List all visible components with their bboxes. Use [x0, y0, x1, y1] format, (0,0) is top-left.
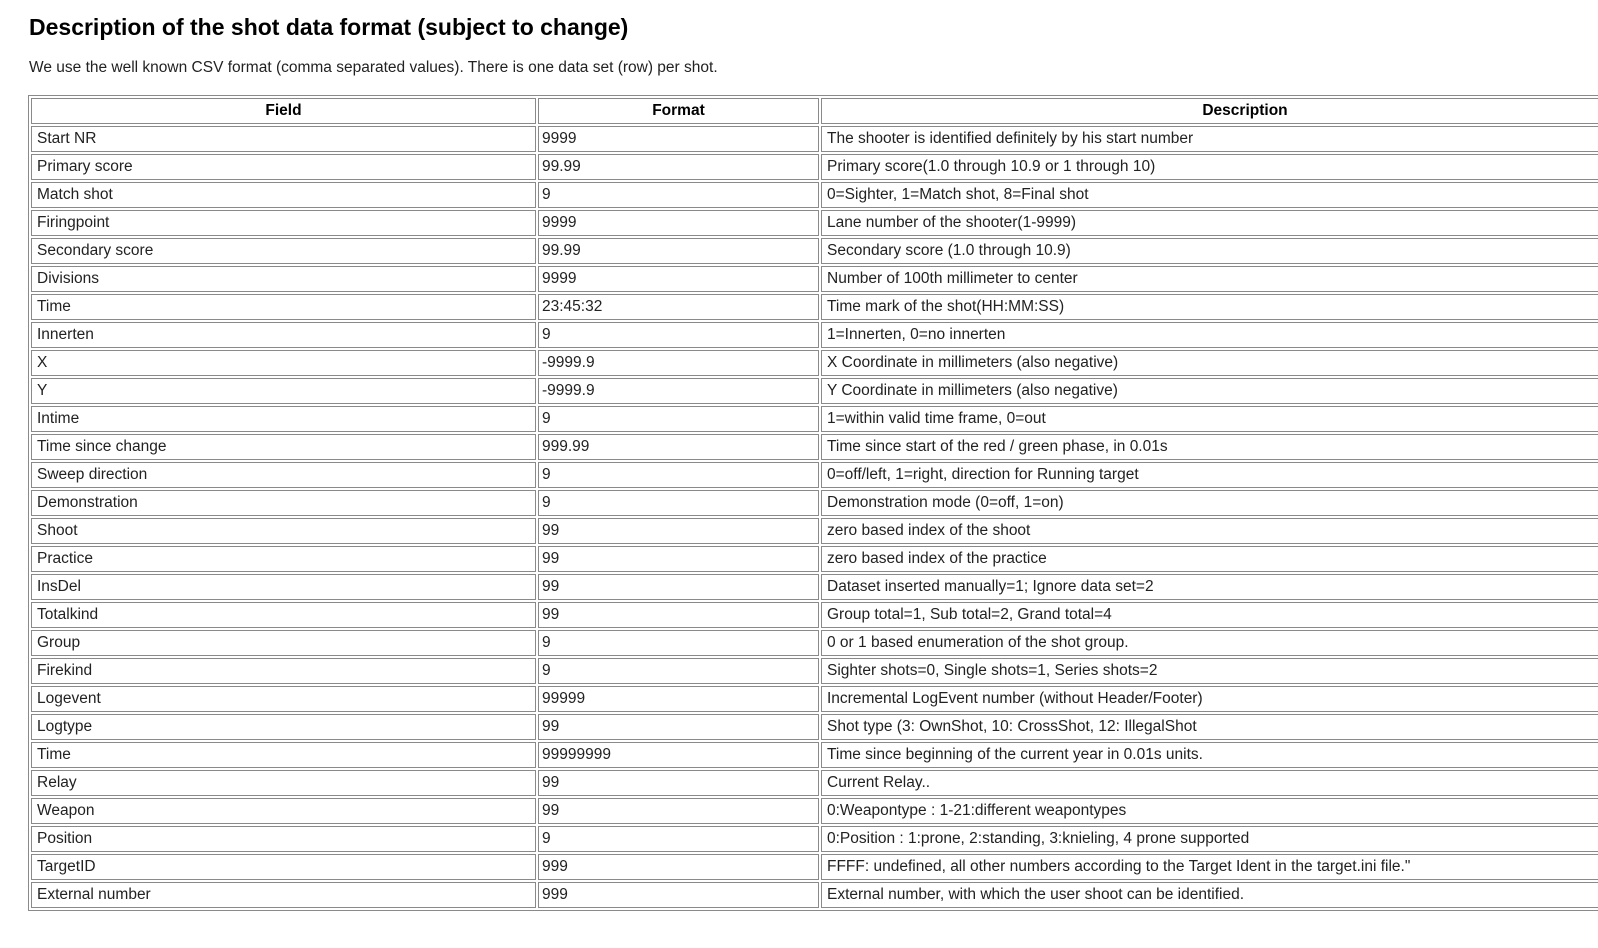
format-cell: 9	[538, 406, 819, 432]
field-cell: Time	[31, 294, 536, 320]
format-cell: 99	[538, 798, 819, 824]
field-cell: Time	[31, 742, 536, 768]
column-header-field: Field	[31, 98, 536, 124]
description-cell: 0=Sighter, 1=Match shot, 8=Final shot	[821, 182, 1598, 208]
description-cell: Lane number of the shooter(1-9999)	[821, 210, 1598, 236]
description-cell: Secondary score (1.0 through 10.9)	[821, 238, 1598, 264]
description-cell: 0:Weapontype : 1-21:different weapontypes	[821, 798, 1598, 824]
format-cell: 9	[538, 182, 819, 208]
table-row	[31, 798, 1598, 824]
table-row	[31, 854, 1598, 880]
field-cell: Totalkind	[31, 602, 536, 628]
field-cell: Time since change	[31, 434, 536, 460]
table-row	[31, 378, 1598, 404]
field-cell: Start NR	[31, 126, 536, 152]
format-cell: 9999	[538, 266, 819, 292]
format-cell: -9999.9	[538, 350, 819, 376]
format-cell: 9	[538, 630, 819, 656]
format-cell: 999	[538, 854, 819, 880]
description-cell: Demonstration mode (0=off, 1=on)	[821, 490, 1598, 516]
table-row	[31, 322, 1598, 348]
table-row	[31, 294, 1598, 320]
format-cell: 99.99	[538, 154, 819, 180]
field-cell: External number	[31, 882, 536, 908]
intro-paragraph: We use the well known CSV format (comma separated values). There is one data set (row) per shot.	[29, 59, 718, 76]
format-cell: 9999	[538, 126, 819, 152]
format-cell: 23:45:32	[538, 294, 819, 320]
format-cell: -9999.9	[538, 378, 819, 404]
field-cell: Primary score	[31, 154, 536, 180]
shot-format-table	[28, 95, 1598, 911]
format-cell: 99999999	[538, 742, 819, 768]
field-cell: TargetID	[31, 854, 536, 880]
table-row	[31, 546, 1598, 572]
description-cell: 0=off/left, 1=right, direction for Running target	[821, 462, 1598, 488]
table-row	[31, 406, 1598, 432]
table-row	[31, 350, 1598, 376]
table-row	[31, 210, 1598, 236]
format-cell: 99	[538, 518, 819, 544]
field-cell: Secondary score	[31, 238, 536, 264]
description-cell: Time mark of the shot(HH:MM:SS)	[821, 294, 1598, 320]
table-row	[31, 266, 1598, 292]
table-row	[31, 714, 1598, 740]
field-cell: X	[31, 350, 536, 376]
table-row	[31, 238, 1598, 264]
description-cell: 1=within valid time frame, 0=out	[821, 406, 1598, 432]
field-cell: Relay	[31, 770, 536, 796]
field-cell: Innerten	[31, 322, 536, 348]
field-cell: Shoot	[31, 518, 536, 544]
format-cell: 99	[538, 714, 819, 740]
description-cell: Incremental LogEvent number (without Header/Footer)	[821, 686, 1598, 712]
table-row	[31, 182, 1598, 208]
description-cell: External number, with which the user shoot can be identified.	[821, 882, 1598, 908]
page-title: Description of the shot data format (subject to change)	[29, 14, 629, 40]
table-body	[31, 126, 1598, 908]
field-cell: Logtype	[31, 714, 536, 740]
format-cell: 9	[538, 826, 819, 852]
format-cell: 999	[538, 882, 819, 908]
format-cell: 99	[538, 602, 819, 628]
field-cell: Y	[31, 378, 536, 404]
format-cell: 9	[538, 322, 819, 348]
field-cell: Firekind	[31, 658, 536, 684]
description-cell: zero based index of the shoot	[821, 518, 1598, 544]
field-cell: Sweep direction	[31, 462, 536, 488]
description-cell: X Coordinate in millimeters (also negative)	[821, 350, 1598, 376]
description-cell: 0:Position : 1:prone, 2:standing, 3:knieling, 4 prone supported	[821, 826, 1598, 852]
description-cell: Y Coordinate in millimeters (also negative)	[821, 378, 1598, 404]
field-cell: Intime	[31, 406, 536, 432]
description-cell: 0 or 1 based enumeration of the shot group.	[821, 630, 1598, 656]
field-cell: Group	[31, 630, 536, 656]
format-cell: 99	[538, 574, 819, 600]
description-cell: Group total=1, Sub total=2, Grand total=4	[821, 602, 1598, 628]
description-cell: The shooter is identified definitely by his start number	[821, 126, 1598, 152]
description-cell: Number of 100th millimeter to center	[821, 266, 1598, 292]
table-row	[31, 882, 1598, 908]
table-row	[31, 630, 1598, 656]
column-header-description: Description	[821, 98, 1598, 124]
table-row	[31, 602, 1598, 628]
field-cell: Practice	[31, 546, 536, 572]
field-cell: Firingpoint	[31, 210, 536, 236]
column-header-format: Format	[538, 98, 819, 124]
description-cell: zero based index of the practice	[821, 546, 1598, 572]
description-cell: Primary score(1.0 through 10.9 or 1 through 10)	[821, 154, 1598, 180]
format-cell: 99	[538, 770, 819, 796]
description-cell: Current Relay..	[821, 770, 1598, 796]
field-cell: InsDel	[31, 574, 536, 600]
table-row	[31, 154, 1598, 180]
description-cell: Shot type (3: OwnShot, 10: CrossShot, 12: IllegalShot	[821, 714, 1598, 740]
description-cell: 1=Innerten, 0=no innerten	[821, 322, 1598, 348]
field-cell: Position	[31, 826, 536, 852]
table-row	[31, 826, 1598, 852]
field-cell: Match shot	[31, 182, 536, 208]
field-cell: Logevent	[31, 686, 536, 712]
format-cell: 999.99	[538, 434, 819, 460]
format-cell: 9	[538, 658, 819, 684]
field-cell: Demonstration	[31, 490, 536, 516]
table-header-row	[31, 98, 1598, 124]
format-cell: 9	[538, 462, 819, 488]
description-cell: Sighter shots=0, Single shots=1, Series shots=2	[821, 658, 1598, 684]
field-cell: Weapon	[31, 798, 536, 824]
description-cell: FFFF: undefined, all other numbers according to the Target Ident in the target.ini file."	[821, 854, 1598, 880]
table-row	[31, 770, 1598, 796]
field-cell: Divisions	[31, 266, 536, 292]
table-row	[31, 462, 1598, 488]
description-cell: Dataset inserted manually=1; Ignore data set=2	[821, 574, 1598, 600]
shot-format-table-container	[28, 95, 1598, 925]
table-row	[31, 686, 1598, 712]
description-cell: Time since start of the red / green phase, in 0.01s	[821, 434, 1598, 460]
format-cell: 99	[538, 546, 819, 572]
table-row	[31, 518, 1598, 544]
format-cell: 9	[538, 490, 819, 516]
table-row	[31, 742, 1598, 768]
table-row	[31, 574, 1598, 600]
table-row	[31, 490, 1598, 516]
format-cell: 99.99	[538, 238, 819, 264]
table-row	[31, 658, 1598, 684]
format-cell: 9999	[538, 210, 819, 236]
format-cell: 99999	[538, 686, 819, 712]
description-cell: Time since beginning of the current year in 0.01s units.	[821, 742, 1598, 768]
table-row	[31, 126, 1598, 152]
table-row	[31, 434, 1598, 460]
